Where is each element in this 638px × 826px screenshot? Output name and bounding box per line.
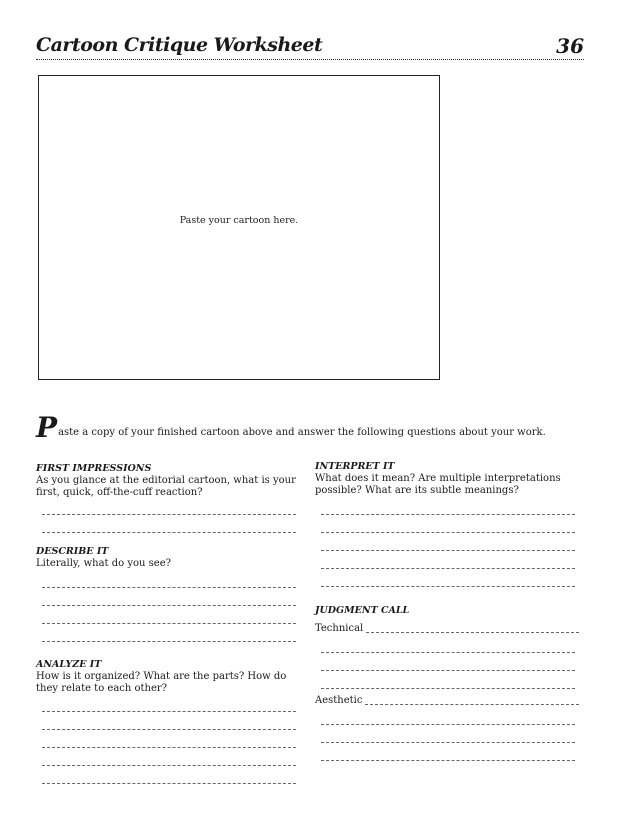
describe-it-answer-line-4[interactable] bbox=[42, 641, 296, 642]
technical-answer-line-3[interactable] bbox=[321, 670, 575, 671]
analyze-it-heading: ANALYZE IT bbox=[36, 659, 102, 670]
interpret-it-answer-line-4[interactable] bbox=[321, 568, 575, 569]
technical-row bbox=[315, 623, 579, 635]
analyze-it-answer-line-4[interactable] bbox=[42, 765, 296, 766]
instructions-dropcap: P bbox=[36, 411, 58, 444]
technical-answer-line-4[interactable] bbox=[321, 688, 575, 689]
cartoon-paste-area[interactable] bbox=[38, 75, 440, 380]
interpret-it-answer-line-2[interactable] bbox=[321, 532, 575, 533]
describe-it-answer-line-1[interactable] bbox=[42, 587, 296, 588]
interpret-it-answer-line-5[interactable] bbox=[321, 586, 575, 587]
aesthetic-label: Aesthetic bbox=[315, 695, 363, 706]
judgment-call-heading: JUDGMENT CALL bbox=[315, 605, 410, 616]
first-impressions-heading: FIRST IMPRESSIONS bbox=[36, 463, 152, 474]
first-impressions-answer-line-2[interactable] bbox=[42, 532, 296, 533]
analyze-it-answer-line-3[interactable] bbox=[42, 747, 296, 748]
describe-it-answer-line-2[interactable] bbox=[42, 605, 296, 606]
interpret-it-prompt: What does it mean? Are multiple interpretations possible? What are its subtle meanings? bbox=[315, 473, 561, 496]
interpret-it-answer-line-3[interactable] bbox=[321, 550, 575, 551]
technical-answer-line[interactable] bbox=[366, 632, 579, 633]
first-impressions-prompt: As you glance at the editorial cartoon, what is your first, quick, off-the-cuff reaction? bbox=[36, 475, 296, 498]
aesthetic-row bbox=[315, 695, 579, 707]
page-number: 36 bbox=[556, 34, 584, 58]
aesthetic-answer-line-2[interactable] bbox=[321, 724, 575, 725]
describe-it-prompt: Literally, what do you see? bbox=[36, 558, 171, 569]
instructions bbox=[36, 411, 596, 444]
worksheet-title: Cartoon Critique Worksheet bbox=[36, 34, 323, 56]
analyze-it-answer-line-5[interactable] bbox=[42, 783, 296, 784]
first-impressions-answer-line-1[interactable] bbox=[42, 514, 296, 515]
aesthetic-answer-line[interactable] bbox=[365, 704, 579, 705]
interpret-it-answer-line-1[interactable] bbox=[321, 514, 575, 515]
technical-answer-line-2[interactable] bbox=[321, 652, 575, 653]
aesthetic-answer-line-3[interactable] bbox=[321, 742, 575, 743]
left-column bbox=[36, 463, 300, 784]
instructions-text: aste a copy of your finished cartoon above and answer the following questions about your work. bbox=[58, 427, 546, 438]
interpret-it-heading: INTERPRET IT bbox=[315, 461, 395, 472]
aesthetic-answer-line-4[interactable] bbox=[321, 760, 575, 761]
analyze-it-prompt: How is it organized? What are the parts? How do they relate to each other? bbox=[36, 671, 287, 694]
describe-it-answer-line-3[interactable] bbox=[42, 623, 296, 624]
header-divider bbox=[36, 59, 584, 60]
analyze-it-answer-line-1[interactable] bbox=[42, 711, 296, 712]
technical-label: Technical bbox=[315, 623, 364, 634]
right-column bbox=[315, 461, 579, 761]
analyze-it-answer-line-2[interactable] bbox=[42, 729, 296, 730]
paste-area-label: Paste your cartoon here. bbox=[179, 215, 299, 226]
describe-it-heading: DESCRIBE IT bbox=[36, 546, 109, 557]
